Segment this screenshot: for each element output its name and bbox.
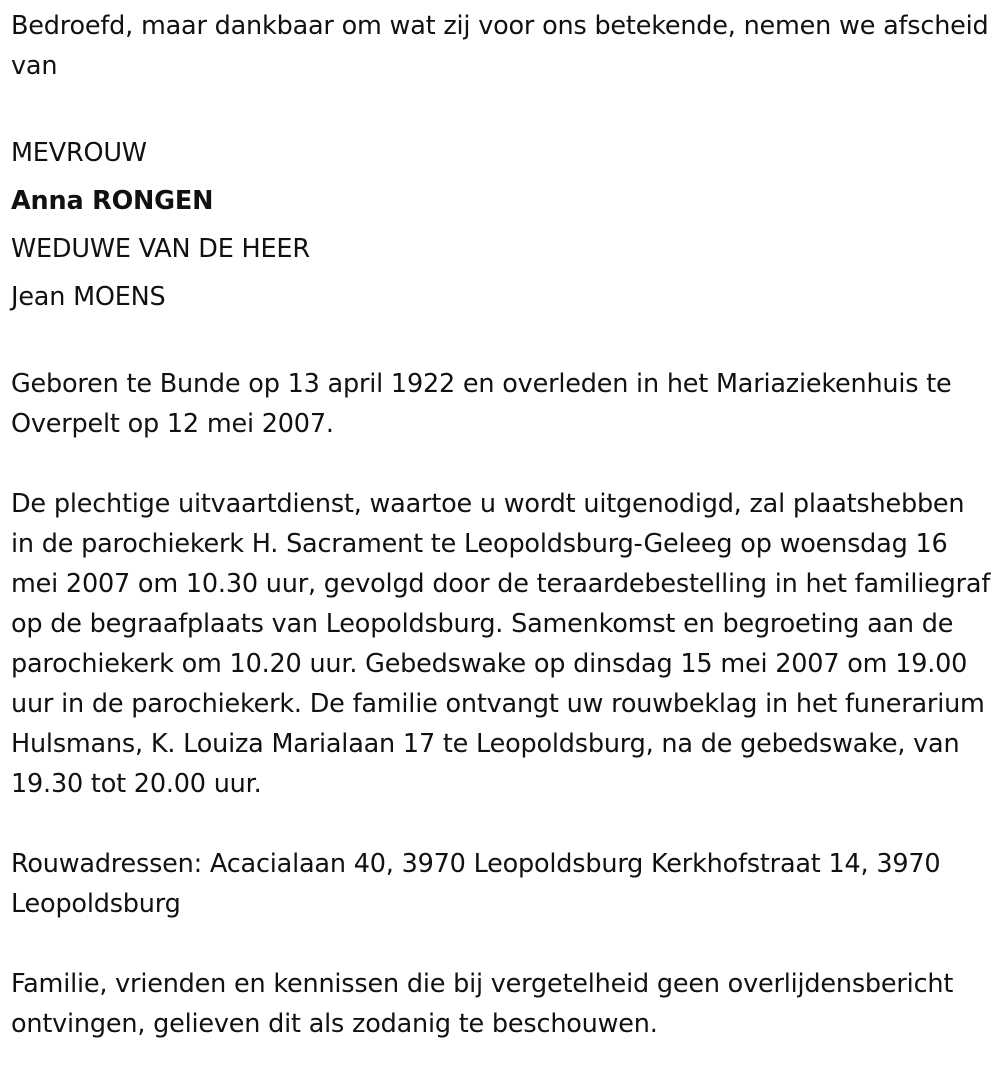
service-paragraph: De plechtige uitvaartdienst, waartoe u wordt uitgenodigd, zal plaatshebben in de parochiekerk H. Sacrament te Leopoldsburg-Geleeg op woensdag 16 mei 2007 om 10.30 uur, gevolgd door de teraardebestelling in het familiegraf op de begraafplaats van Leopoldsburg. Samenkomst en begroeting aan de parochiekerk om 10.20 uur. Gebedswake op dinsdag 15 mei 2007 om 19.00 uur in de parochiekerk. De familie ontvangt uw rouwbeklag in het funerarium Hulsmans, K. Louiza Marialaan 17 te Leopoldsburg, na de gebedswake, van 19.30 tot 20.00 uur. (11, 489, 991, 799)
relation-label: WEDUWE VAN DE HEER (11, 234, 310, 264)
birth-death-paragraph: Geboren te Bunde op 13 april 1922 en overleden in het Mariaziekenhuis te Overpelt op 12 mei 2007. (11, 369, 952, 439)
obituary-notice (11, 6, 993, 1044)
closing-paragraph: Familie, vrienden en kennissen die bij vergetelheid geen overlijdensbericht ontvingen, gelieven dit als zodanig te beschouwen. (11, 969, 954, 1039)
addresses-paragraph: Rouwadressen: Acacialaan 40, 3970 Leopoldsburg Kerkhofstraat 14, 3970 Leopoldsburg (11, 849, 941, 919)
intro-paragraph: Bedroefd, maar dankbaar om wat zij voor ons betekende, nemen we afscheid van (11, 11, 989, 81)
spacer (11, 924, 993, 964)
honorific-title: MEVROUW (11, 138, 147, 168)
deceased-name: Anna RONGEN (11, 186, 214, 216)
spacer (11, 86, 993, 126)
spacer (11, 804, 993, 844)
spacer (11, 444, 993, 484)
deceased-name-block (11, 129, 993, 321)
spacer (11, 324, 993, 364)
spouse-name: Jean MOENS (11, 282, 166, 312)
